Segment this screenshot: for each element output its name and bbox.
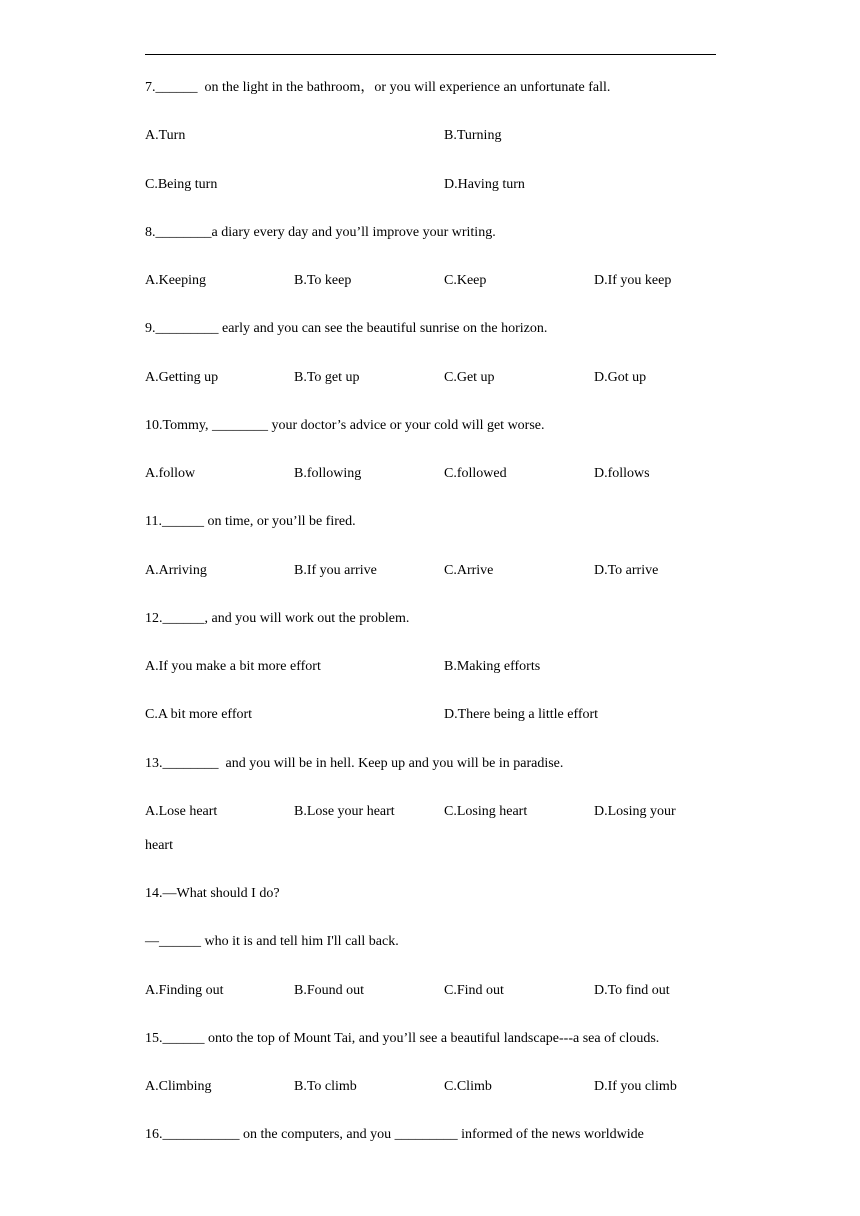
question-14-stem-reply: —______ who it is and tell him I'll call back.: [145, 934, 399, 949]
question-15-option-a: A.Climbing: [145, 1079, 212, 1094]
question-10-option-d: D.follows: [594, 466, 650, 481]
question-14-option-b: B.Found out: [294, 983, 365, 998]
question-13-option-d: D.Losing your: [594, 804, 676, 819]
question-7-option-a: A.Turn: [145, 128, 186, 143]
question-12-stem: 12.______, and you will work out the problem.: [145, 611, 410, 626]
question-12-option-d: D.There being a little effort: [444, 707, 599, 722]
question-14-option-c: C.Find out: [444, 983, 504, 998]
question-13-stem: 13.________ and you will be in hell. Keep up and you will be in paradise.: [145, 756, 564, 771]
question-15-option-b: B.To climb: [294, 1079, 357, 1094]
question-11-option-d: D.To arrive: [594, 563, 659, 578]
question-13-option-b: B.Lose your heart: [294, 804, 395, 819]
question-13-option-d-wrap: heart: [145, 838, 173, 853]
question-11-option-b: B.If you arrive: [294, 563, 377, 578]
question-10-option-a: A.follow: [145, 466, 196, 481]
question-12-option-a: A.If you make a bit more effort: [145, 659, 321, 674]
question-16-stem: 16.___________ on the computers, and you _________ informed of the news worldwide: [145, 1127, 644, 1142]
question-7-option-c: C.Being turn: [145, 177, 218, 192]
question-11-option-a: A.Arriving: [145, 563, 207, 578]
question-12-option-c: C.A bit more effort: [145, 707, 253, 722]
question-10-option-b: B.following: [294, 466, 362, 481]
question-13-option-c: C.Losing heart: [444, 804, 528, 819]
question-8-option-c: C.Keep: [444, 273, 487, 288]
header-rule: [145, 54, 716, 55]
question-9-option-d: D.Got up: [594, 370, 647, 385]
question-10-stem: 10.Tommy, ________ your doctor’s advice or your cold will get worse.: [145, 418, 545, 433]
question-7-stem: 7.______ on the light in the bathroom，or you will experience an unfortunate fall.: [145, 80, 611, 95]
question-11-stem: 11.______ on time, or you’ll be fired.: [145, 514, 356, 529]
question-15-option-c: C.Climb: [444, 1079, 492, 1094]
question-14-option-d: D.To find out: [594, 983, 670, 998]
question-11-option-c: C.Arrive: [444, 563, 494, 578]
question-9-stem: 9._________ early and you can see the beautiful sunrise on the horizon.: [145, 321, 548, 336]
question-9-option-a: A.Getting up: [145, 370, 219, 385]
question-9-option-c: C.Get up: [444, 370, 495, 385]
question-8-option-a: A.Keeping: [145, 273, 207, 288]
question-12-option-b: B.Making efforts: [444, 659, 541, 674]
question-7-option-b: B.Turning: [444, 128, 502, 143]
question-8-option-d: D.If you keep: [594, 273, 672, 288]
question-14-option-a: A.Finding out: [145, 983, 224, 998]
question-15-stem: 15.______ onto the top of Mount Tai, and you’ll see a beautiful landscape---a sea of clouds.: [145, 1031, 660, 1046]
question-8-stem: 8.________a diary every day and you’ll improve your writing.: [145, 225, 496, 240]
question-14-stem: 14.—What should I do?: [145, 886, 280, 901]
question-10-option-c: C.followed: [444, 466, 507, 481]
question-15-option-d: D.If you climb: [594, 1079, 677, 1094]
question-8-option-b: B.To keep: [294, 273, 352, 288]
question-7-option-d: D.Having turn: [444, 177, 525, 192]
question-9-option-b: B.To get up: [294, 370, 360, 385]
question-13-option-a: A.Lose heart: [145, 804, 218, 819]
